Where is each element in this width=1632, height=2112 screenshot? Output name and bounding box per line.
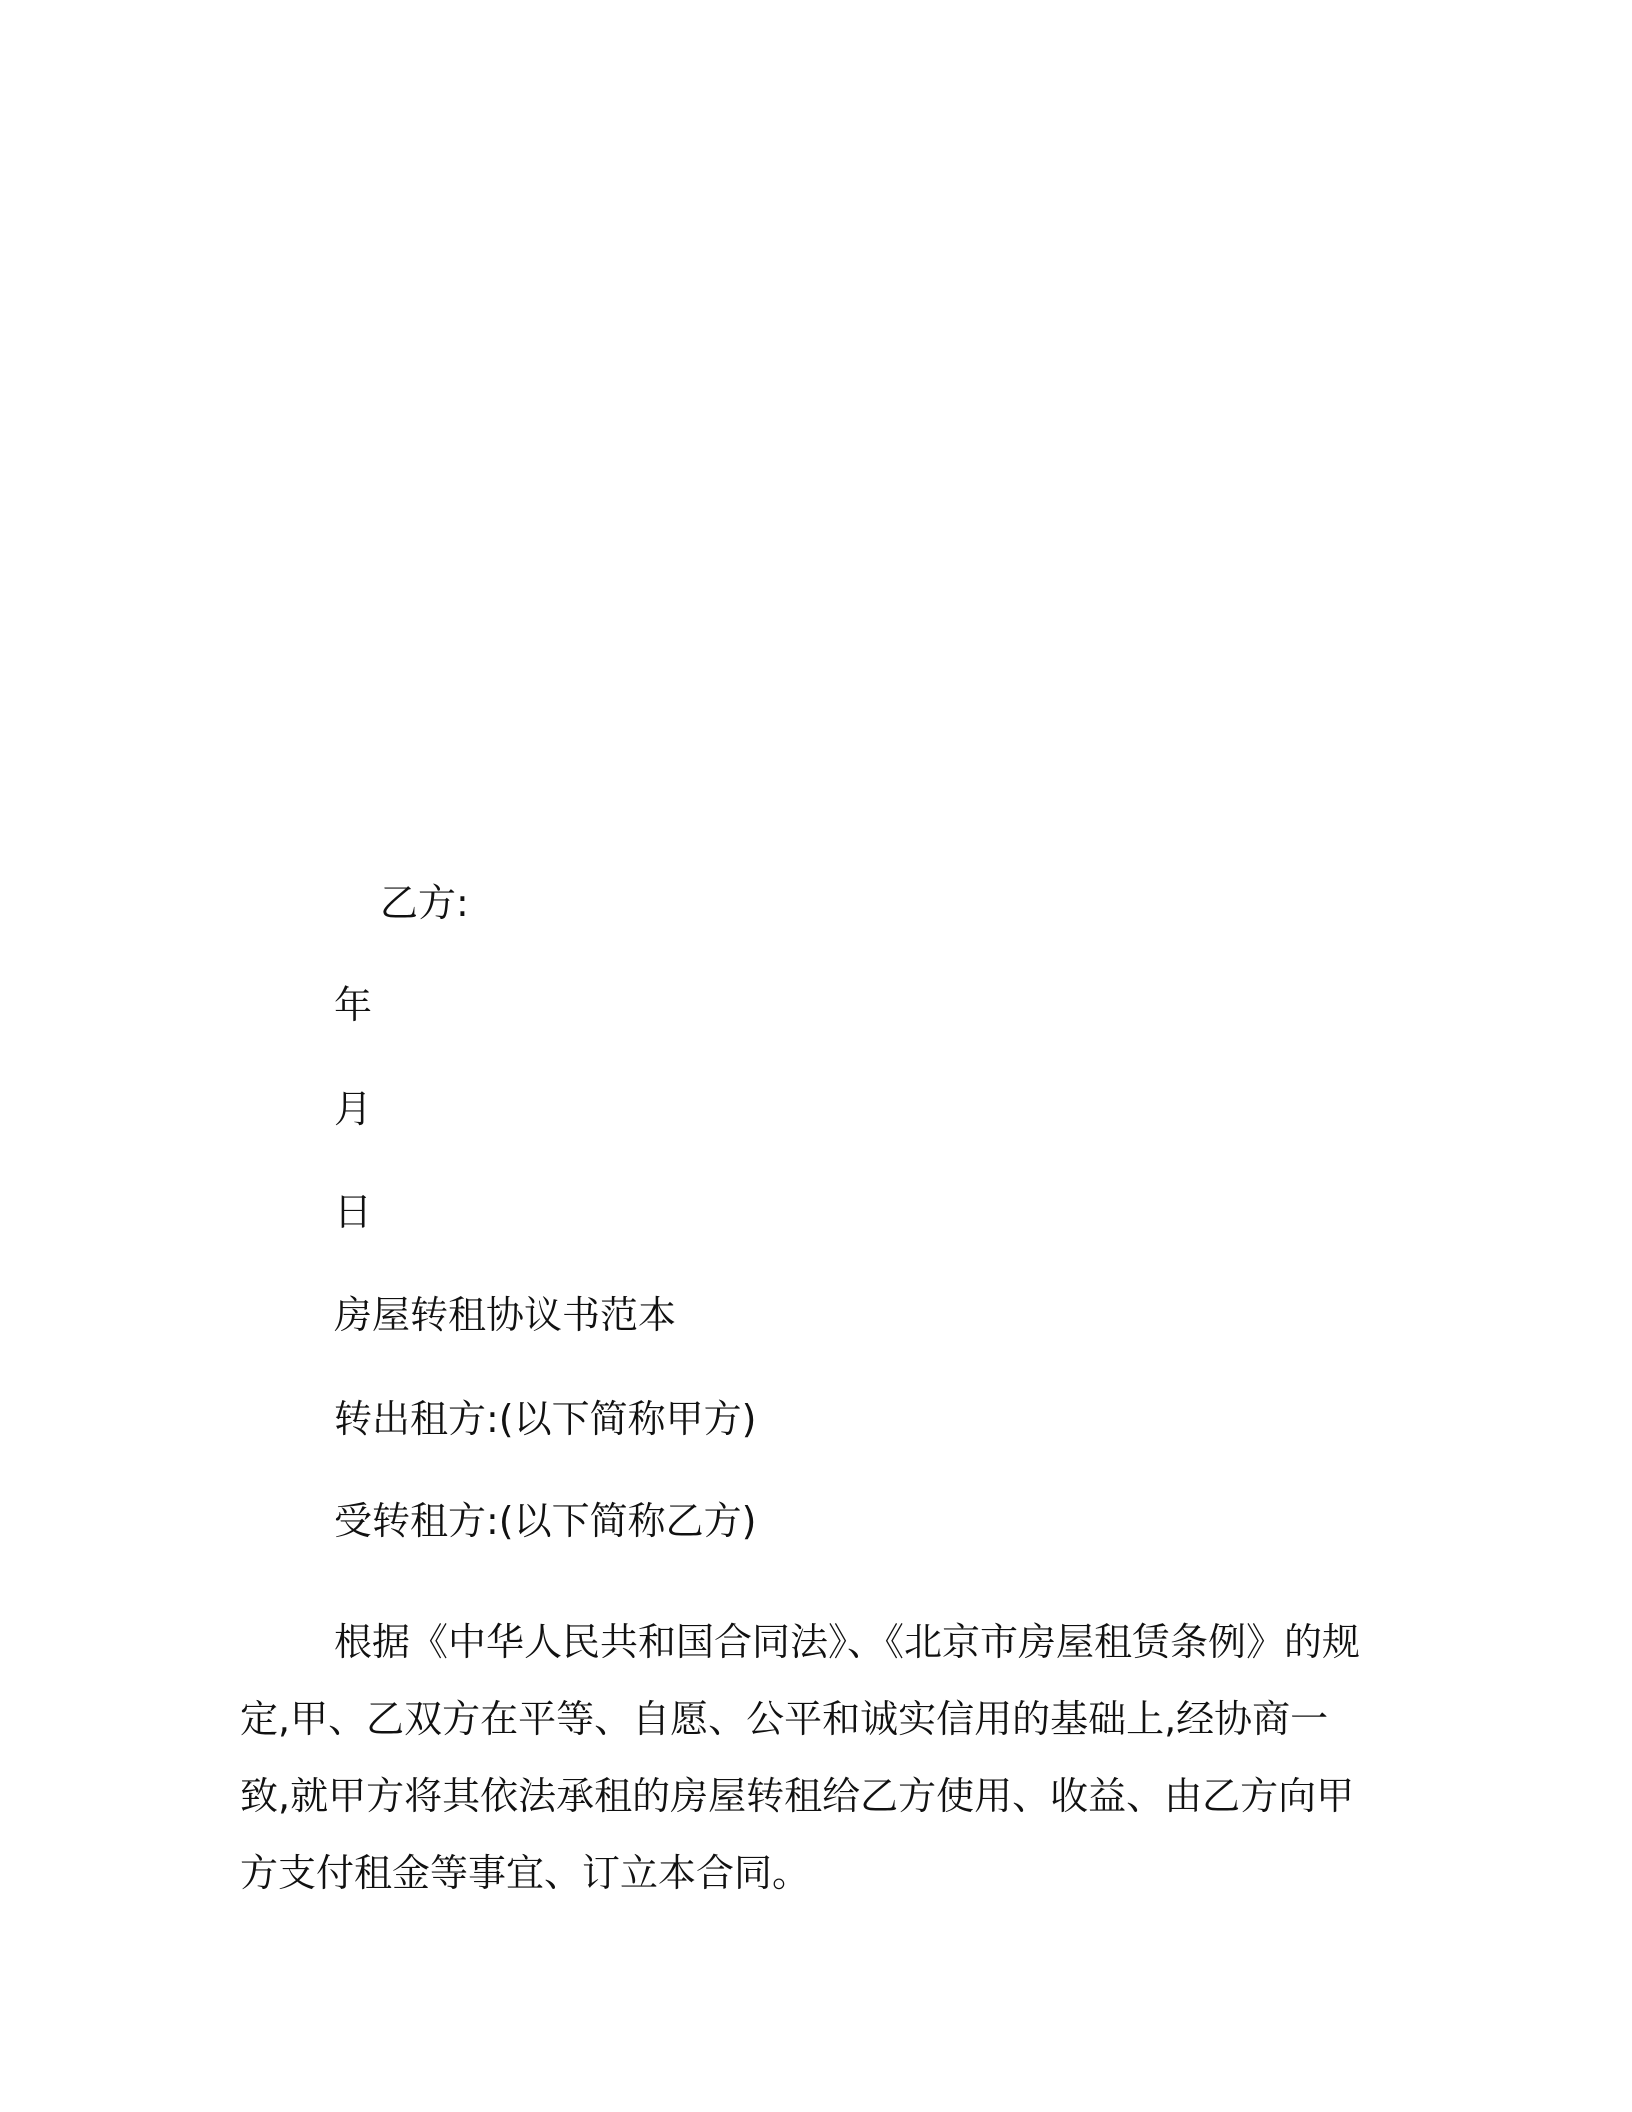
intro-paragraph bbox=[240, 1604, 1380, 1912]
paragraph-line: 致,就甲方将其依法承租的房屋转租给乙方使用、收益、由乙方向甲 bbox=[240, 1774, 1355, 1818]
date-year: 年 bbox=[334, 983, 373, 1027]
date-day: 日 bbox=[334, 1190, 373, 1234]
paragraph-line: 方支付租金等事宜、订立本合同。 bbox=[240, 1851, 811, 1895]
sublessee-line: 受转租方:(以下简称乙方) bbox=[334, 1499, 757, 1543]
paragraph-line: 定,甲、乙双方在平等、自愿、公平和诚实信用的基础上,经协商一 bbox=[240, 1697, 1329, 1741]
sublessor-line: 转出租方:(以下简称甲方) bbox=[334, 1397, 757, 1441]
document-title: 房屋转租协议书范本 bbox=[334, 1293, 677, 1337]
paragraph-line: 根据《中华人民共和国合同法》、《北京市房屋租赁条例》的规 bbox=[334, 1620, 1361, 1664]
date-month: 月 bbox=[334, 1087, 373, 1131]
party-b-label: 乙方: bbox=[380, 881, 469, 925]
